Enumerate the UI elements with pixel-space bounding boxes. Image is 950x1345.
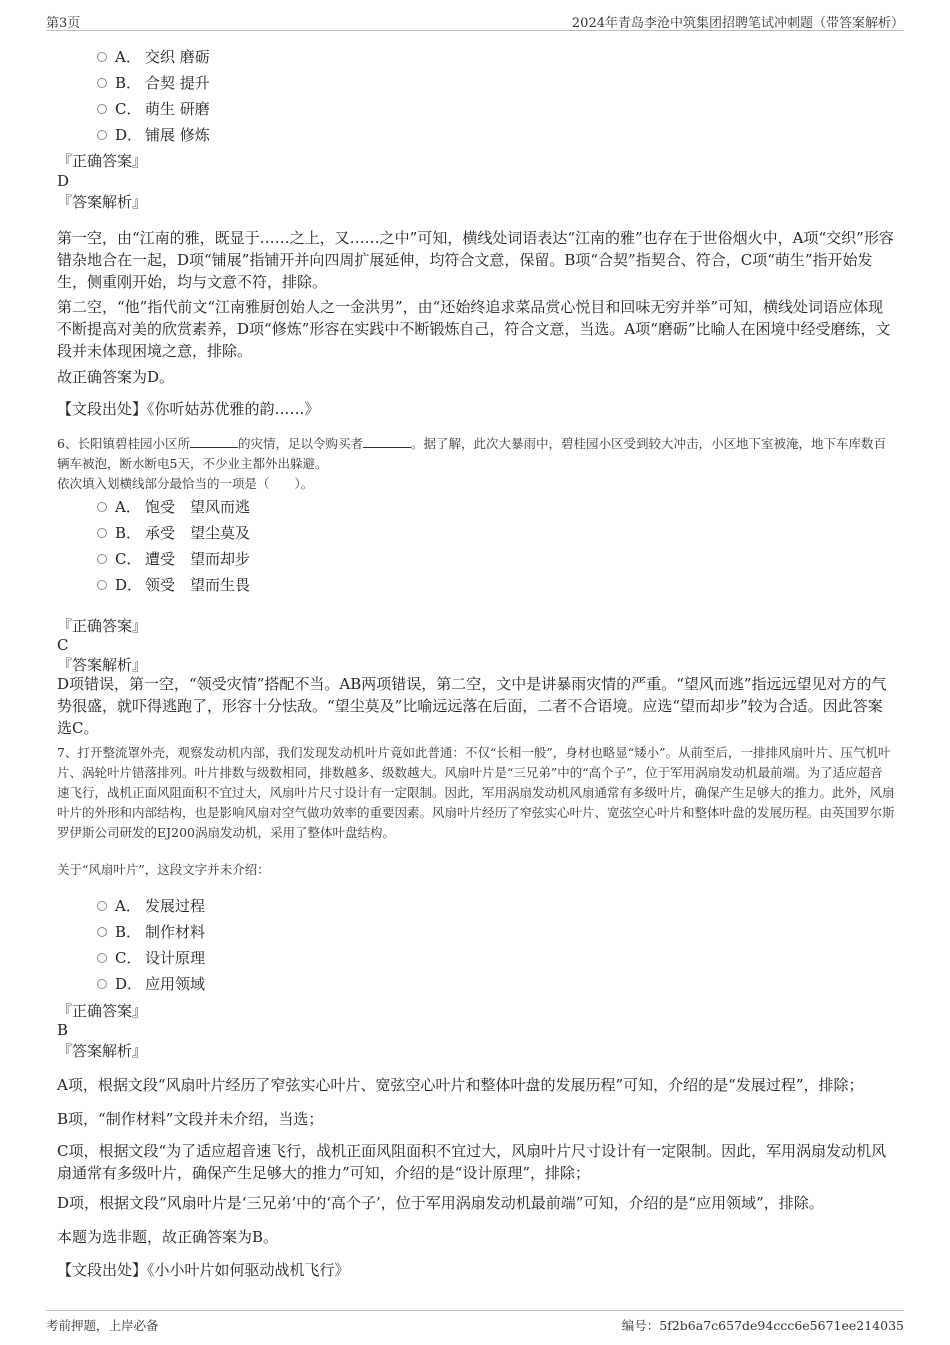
option-b[interactable]: B． 制作材料 bbox=[97, 919, 205, 945]
analysis-label: 『答案解析』 bbox=[57, 193, 148, 211]
option-d[interactable]: D． 铺展 修炼 bbox=[97, 122, 210, 148]
analysis-paragraph: C项，根据文段“为了适应超音速飞行，战机正面风阻面积不宜过大，风扇叶片尺寸设计有一定限制。因此，军用涡扇发动机风扇通常有多级叶片，确保产生足够大的推力”可知，介绍的是“设计原理”，排除； bbox=[57, 1142, 887, 1182]
analysis-conclusion: 本题为选非题，故正确答案为B。 bbox=[57, 1228, 279, 1246]
analysis-paragraph: D项，根据文段“风扇叶片是‘三兄弟’中的‘高个子’，位于军用涡扇发动机最前端”可知，介绍的是“应用领域”，排除。 bbox=[57, 1194, 824, 1212]
answer-value: C bbox=[57, 636, 69, 654]
answer-value: D bbox=[57, 172, 70, 190]
radio-icon[interactable] bbox=[97, 979, 107, 989]
document-title: 2024年青岛李沧中筑集团招聘笔试冲刺题（带答案解析） bbox=[571, 16, 904, 31]
option-d[interactable]: D． 领受 望而生畏 bbox=[97, 572, 250, 598]
analysis-paragraph: 第一空，由“江南的雅，既显于……之上，又……之中”可知，横线处词语表达“江南的雅”也存在于世俗烟火中，A项“交织”形容错杂地合在一起，D项“铺展”指铺开并向四周扩展延伸，均符合文意，保留。B项“合契”指契合、符合，C项“萌生”指开始发生，侧重刚开始，均与文意不符，排除。 bbox=[57, 229, 894, 291]
page-number: 第3页 bbox=[46, 16, 81, 31]
option-a[interactable]: A． 发展过程 bbox=[97, 893, 205, 919]
radio-icon[interactable] bbox=[97, 953, 107, 963]
analysis-label: 『答案解析』 bbox=[57, 1042, 148, 1060]
radio-icon[interactable] bbox=[97, 901, 107, 911]
analysis-paragraph: B项，“制作材料”文段并未介绍，当选； bbox=[57, 1110, 324, 1128]
radio-icon[interactable] bbox=[97, 130, 107, 140]
analysis-paragraph: 第二空，“他”指代前文“江南雅厨创始人之一金洪男”，由“还始终追求菜品赏心悦目和回味无穷并举”可知，横线处词语应体现不断提高对美的欣赏素养，D项“修炼”形容在实践中不断锻炼自己，符合文意，当选。A项“磨砺”比喻人在困境中经受磨练，文段并未体现困境之意，排除。 bbox=[57, 298, 891, 360]
option-c[interactable]: C． 遭受 望而却步 bbox=[97, 546, 250, 572]
q6-options bbox=[97, 494, 250, 598]
answer-label: 『正确答案』 bbox=[57, 617, 148, 635]
source-citation: 【文段出处】《小小叶片如何驱动战机飞行》 bbox=[57, 1261, 350, 1279]
option-d[interactable]: D． 应用领域 bbox=[97, 971, 205, 997]
radio-icon[interactable] bbox=[97, 52, 107, 62]
radio-icon[interactable] bbox=[97, 528, 107, 538]
question-7-prompt: 关于“风扇叶片”，这段文字并未介绍： bbox=[57, 862, 270, 877]
source-citation: 【文段出处】《你听姑苏优雅的韵……》 bbox=[57, 400, 320, 418]
page-header bbox=[46, 0, 904, 31]
q5-options bbox=[97, 44, 210, 148]
answer-value: B bbox=[57, 1021, 69, 1039]
radio-icon[interactable] bbox=[97, 104, 107, 114]
option-b[interactable]: B． 承受 望尘莫及 bbox=[97, 520, 250, 546]
radio-icon[interactable] bbox=[97, 580, 107, 590]
analysis-conclusion: 故正确答案为D。 bbox=[57, 368, 175, 386]
option-c[interactable]: C． 设计原理 bbox=[97, 945, 205, 971]
blank-line bbox=[190, 435, 238, 448]
analysis-label: 『答案解析』 bbox=[57, 656, 148, 674]
footer-slogan: 考前押题，上岸必备 bbox=[46, 1318, 159, 1333]
analysis-paragraph: A项，根据文段“风扇叶片经历了窄弦实心叶片、宽弦空心叶片和整体叶盘的发展历程”可知，介绍的是“发展过程”，排除； bbox=[57, 1076, 864, 1094]
option-a[interactable]: A． 饱受 望风而逃 bbox=[97, 494, 250, 520]
option-b[interactable]: B． 合契 提升 bbox=[97, 70, 210, 96]
option-c[interactable]: C． 萌生 研磨 bbox=[97, 96, 210, 122]
radio-icon[interactable] bbox=[97, 78, 107, 88]
option-a[interactable]: A． 交织 磨砺 bbox=[97, 44, 210, 70]
question-6-stem: 6、长阳镇碧桂园小区所 的灾情，足以令购买者 。据了解，此次大暴雨中，碧桂园小区受到较大冲击，小区地下室被淹，地下车库数百辆车被泡，断水断电5天，不少业主都外出躲避。 bbox=[57, 436, 886, 471]
blank-line bbox=[363, 435, 411, 448]
analysis-paragraph: D项错误，第一空，“领受灾情”搭配不当。AB两项错误，第二空，文中是讲暴雨灾情的严重。“望风而逃”指远远望见对方的气势很盛，就吓得逃跑了，形容十分怯敌。“望尘莫及”比喻远远落在后面，二者不合语境。应选“望而却步”较为合适。因此答案选C。 bbox=[57, 675, 887, 737]
radio-icon[interactable] bbox=[97, 554, 107, 564]
answer-label: 『正确答案』 bbox=[57, 152, 148, 170]
document-code: 编号：5f2b6a7c657de94ccc6e5671ee214035 bbox=[621, 1318, 904, 1333]
answer-label: 『正确答案』 bbox=[57, 1002, 148, 1020]
question-7-stem: 7、打开整流罩外壳，观察发动机内部，我们发现发动机叶片竟如此普通：不仅“长相一般”，身材也略显“矮小”。从前至后，一排排风扇叶片、压气机叶片、涡轮叶片错落排列。叶片排数与级数相同，排数越多、级数越大。风扇叶片是“三兄弟”中的“高个子”，位于军用涡扇发动机最前端。为了适应超音速飞行，战机正面风阻面积不宜过大，风扇叶片尺寸设计有一定限制。因此，军用涡扇发动机风扇通常有多级叶片，确保产生足够大的推力。此外，风扇叶片的外形和内部结构，也是影响风扇对空气做功效率的重要因素。风扇叶片经历了窄弦实心叶片、宽弦空心叶片和整体叶盘的发展历程。由英国罗尔斯罗伊斯公司研发的EJ200涡扇发动机，采用了整体叶盘结构。 bbox=[57, 745, 895, 840]
q7-options bbox=[97, 893, 205, 997]
radio-icon[interactable] bbox=[97, 927, 107, 937]
question-6-prompt: 依次填入划横线部分最恰当的一项是（ ）。 bbox=[57, 476, 314, 491]
page-footer bbox=[46, 1310, 904, 1341]
radio-icon[interactable] bbox=[97, 502, 107, 512]
